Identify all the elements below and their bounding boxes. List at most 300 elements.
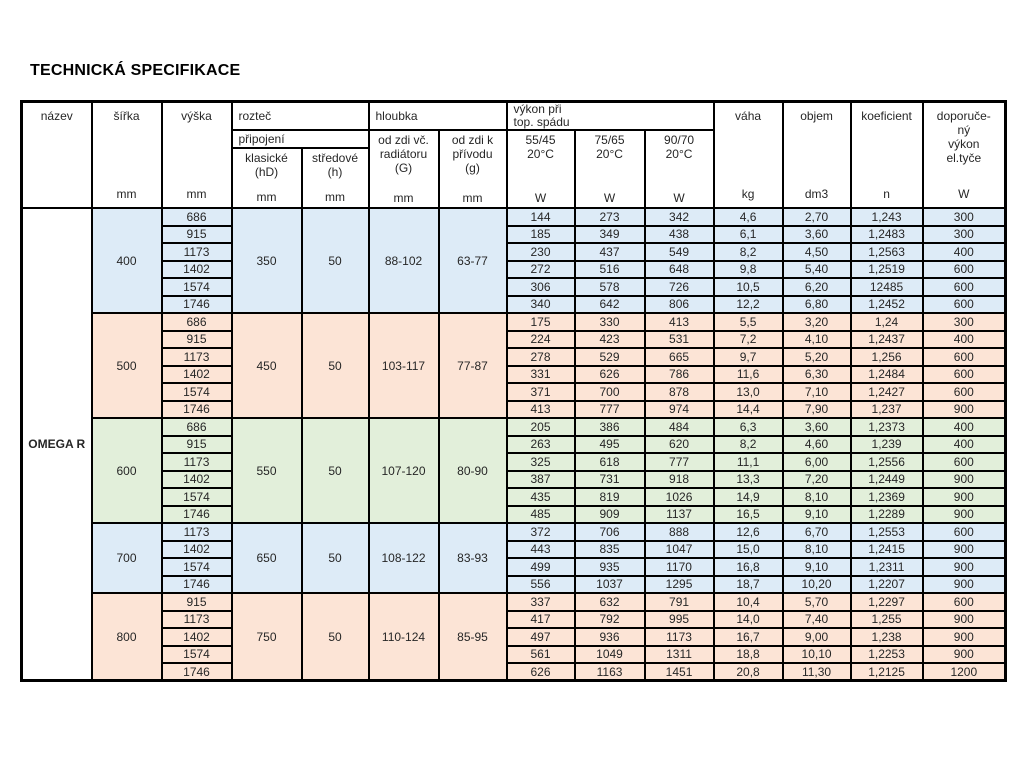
cell-roztec-stredove: 50 — [302, 418, 369, 523]
cell-vykon-5545: 278 — [507, 348, 575, 366]
cell-dopor-vykon: 600 — [923, 348, 1006, 366]
header-temp3-unit: W — [673, 191, 685, 205]
cell-vykon-7565: 935 — [575, 558, 645, 576]
cell-koeficient: 1,2437 — [851, 331, 923, 349]
cell-vyska: 1402 — [162, 261, 232, 279]
header-vyska-unit: mm — [186, 187, 207, 201]
cell-objem: 7,40 — [783, 611, 851, 629]
col-header-roztec: rozteč — [232, 102, 369, 131]
cell-koeficient: 1,2427 — [851, 383, 923, 401]
cell-sirka: 800 — [92, 593, 162, 681]
cell-vaha: 10,4 — [714, 593, 783, 611]
cell-hloubka-g: 103-117 — [369, 313, 439, 418]
cell-objem: 7,20 — [783, 471, 851, 489]
cell-vykon-5545: 413 — [507, 401, 575, 419]
cell-vyska: 1574 — [162, 383, 232, 401]
table-row — [22, 296, 1006, 314]
table-row — [22, 471, 1006, 489]
cell-dopor-vykon: 900 — [923, 488, 1006, 506]
header-koeficient-label: koeficient — [861, 109, 912, 123]
cell-vykon-5545: 372 — [507, 523, 575, 541]
cell-vykon-9070: 531 — [645, 331, 714, 349]
table-row — [22, 558, 1006, 576]
cell-vykon-7565: 437 — [575, 243, 645, 261]
cell-vykon-5545: 144 — [507, 208, 575, 226]
cell-objem: 2,70 — [783, 208, 851, 226]
cell-objem: 9,00 — [783, 628, 851, 646]
cell-vykon-9070: 777 — [645, 453, 714, 471]
table-row — [22, 488, 1006, 506]
cell-objem: 5,20 — [783, 348, 851, 366]
table-row — [22, 611, 1006, 629]
cell-roztec-stredove: 50 — [302, 208, 369, 313]
cell-vaha: 18,7 — [714, 576, 783, 594]
cell-objem: 10,10 — [783, 646, 851, 664]
cell-dopor-vykon: 900 — [923, 576, 1006, 594]
cell-objem: 4,50 — [783, 243, 851, 261]
cell-hloubka-g2: 80-90 — [439, 418, 507, 523]
cell-vykon-7565: 777 — [575, 401, 645, 419]
header-vyska-label: výška — [181, 109, 212, 123]
table-body — [22, 208, 1006, 681]
cell-objem: 5,40 — [783, 261, 851, 279]
cell-sirka: 700 — [92, 523, 162, 593]
cell-sirka: 600 — [92, 418, 162, 523]
cell-vaha: 4,6 — [714, 208, 783, 226]
cell-koeficient: 1,2297 — [851, 593, 923, 611]
cell-vaha: 14,9 — [714, 488, 783, 506]
table-row — [22, 383, 1006, 401]
table-row — [22, 208, 1006, 226]
cell-vyska: 686 — [162, 418, 232, 436]
cell-vykon-9070: 1173 — [645, 628, 714, 646]
table-header — [22, 102, 1006, 209]
cell-vykon-7565: 516 — [575, 261, 645, 279]
table-row — [22, 663, 1006, 681]
col-header-stredove — [302, 148, 369, 208]
cell-vyska: 915 — [162, 436, 232, 454]
cell-dopor-vykon: 900 — [923, 541, 1006, 559]
header-temp2-deg: 20°C — [596, 147, 623, 161]
cell-koeficient: 1,2207 — [851, 576, 923, 594]
cell-vykon-5545: 205 — [507, 418, 575, 436]
spec-table — [20, 100, 1007, 682]
cell-vaha: 9,8 — [714, 261, 783, 279]
header-dopor-line2: ný — [957, 123, 971, 137]
cell-vyska: 1173 — [162, 348, 232, 366]
cell-koeficient: 1,2125 — [851, 663, 923, 681]
cell-vykon-7565: 819 — [575, 488, 645, 506]
cell-vyska: 1746 — [162, 296, 232, 314]
cell-vaha: 15,0 — [714, 541, 783, 559]
cell-koeficient: 1,2369 — [851, 488, 923, 506]
header-g2-line1: od zdi k — [451, 133, 494, 147]
cell-roztec-klasicke: 650 — [232, 523, 302, 593]
col-header-nazev — [22, 102, 92, 209]
cell-koeficient: 1,256 — [851, 348, 923, 366]
cell-koeficient: 1,2563 — [851, 243, 923, 261]
cell-dopor-vykon: 900 — [923, 558, 1006, 576]
cell-vyska: 686 — [162, 313, 232, 331]
cell-dopor-vykon: 400 — [923, 331, 1006, 349]
cell-vyska: 1574 — [162, 278, 232, 296]
cell-vykon-5545: 417 — [507, 611, 575, 629]
col-header-objem — [783, 102, 851, 209]
cell-vykon-7565: 1049 — [575, 646, 645, 664]
cell-koeficient: 1,2519 — [851, 261, 923, 279]
cell-objem: 6,80 — [783, 296, 851, 314]
cell-objem: 6,30 — [783, 366, 851, 384]
header-temp2-unit: W — [603, 191, 616, 205]
col-header-vyska — [162, 102, 232, 209]
cell-roztec-klasicke: 350 — [232, 208, 302, 313]
cell-vykon-5545: 340 — [507, 296, 575, 314]
cell-dopor-vykon: 900 — [923, 611, 1006, 629]
cell-vykon-7565: 632 — [575, 593, 645, 611]
col-header-hloubka-g2 — [439, 130, 507, 208]
table-row — [22, 628, 1006, 646]
cell-vykon-5545: 185 — [507, 226, 575, 244]
cell-vaha: 8,2 — [714, 436, 783, 454]
cell-dopor-vykon: 900 — [923, 471, 1006, 489]
cell-vykon-9070: 1295 — [645, 576, 714, 594]
cell-vykon-5545: 272 — [507, 261, 575, 279]
cell-vykon-9070: 648 — [645, 261, 714, 279]
cell-vykon-9070: 549 — [645, 243, 714, 261]
header-g-unit: mm — [393, 191, 414, 205]
cell-vykon-7565: 706 — [575, 523, 645, 541]
cell-vaha: 8,2 — [714, 243, 783, 261]
cell-objem: 7,90 — [783, 401, 851, 419]
cell-vaha: 16,5 — [714, 506, 783, 524]
cell-vykon-9070: 918 — [645, 471, 714, 489]
header-temp1-deg: 20°C — [527, 147, 554, 161]
cell-hloubka-g: 88-102 — [369, 208, 439, 313]
cell-sirka: 400 — [92, 208, 162, 313]
table-row — [22, 418, 1006, 436]
cell-vaha: 6,3 — [714, 418, 783, 436]
header-g2-sub: (g) — [465, 161, 480, 175]
col-header-sirka — [92, 102, 162, 209]
cell-vyska: 1402 — [162, 541, 232, 559]
table-row — [22, 593, 1006, 611]
cell-vykon-7565: 642 — [575, 296, 645, 314]
cell-vykon-7565: 423 — [575, 331, 645, 349]
cell-vyska: 1746 — [162, 401, 232, 419]
cell-vykon-7565: 386 — [575, 418, 645, 436]
cell-dopor-vykon: 600 — [923, 593, 1006, 611]
cell-objem: 6,20 — [783, 278, 851, 296]
header-objem-unit: dm3 — [804, 187, 829, 201]
cell-vaha: 13,0 — [714, 383, 783, 401]
cell-koeficient: 1,2373 — [851, 418, 923, 436]
table-row — [22, 541, 1006, 559]
cell-vykon-7565: 529 — [575, 348, 645, 366]
header-vaha-label: váha — [735, 109, 762, 123]
cell-objem: 11,30 — [783, 663, 851, 681]
col-header-doporuceny — [923, 102, 1006, 209]
cell-koeficient: 1,2253 — [851, 646, 923, 664]
col-header-vykon — [507, 102, 714, 131]
col-header-temp1 — [507, 130, 575, 208]
cell-vykon-9070: 974 — [645, 401, 714, 419]
cell-koeficient: 1,237 — [851, 401, 923, 419]
cell-koeficient: 1,239 — [851, 436, 923, 454]
cell-vykon-9070: 342 — [645, 208, 714, 226]
cell-objem: 6,70 — [783, 523, 851, 541]
header-g-line1: od zdi vč. — [378, 133, 429, 147]
cell-vykon-9070: 620 — [645, 436, 714, 454]
cell-dopor-vykon: 600 — [923, 261, 1006, 279]
header-klasicke-label: klasické — [245, 151, 288, 165]
cell-objem: 9,10 — [783, 506, 851, 524]
cell-vykon-7565: 578 — [575, 278, 645, 296]
cell-vaha: 11,6 — [714, 366, 783, 384]
header-sirka-label: šířka — [113, 109, 140, 123]
cell-objem: 3,60 — [783, 226, 851, 244]
cell-vyska: 915 — [162, 331, 232, 349]
cell-dopor-vykon: 900 — [923, 646, 1006, 664]
cell-vykon-9070: 888 — [645, 523, 714, 541]
cell-roztec-klasicke: 550 — [232, 418, 302, 523]
cell-vaha: 10,5 — [714, 278, 783, 296]
cell-koeficient: 1,255 — [851, 611, 923, 629]
cell-vaha: 16,7 — [714, 628, 783, 646]
cell-vyska: 1173 — [162, 453, 232, 471]
table-row — [22, 226, 1006, 244]
cell-vykon-7565: 936 — [575, 628, 645, 646]
cell-vyska: 1746 — [162, 576, 232, 594]
cell-objem: 6,00 — [783, 453, 851, 471]
cell-vykon-9070: 1026 — [645, 488, 714, 506]
table-row — [22, 278, 1006, 296]
cell-vykon-5545: 337 — [507, 593, 575, 611]
cell-dopor-vykon: 300 — [923, 208, 1006, 226]
cell-koeficient: 1,2415 — [851, 541, 923, 559]
header-vaha-unit: kg — [741, 187, 755, 201]
cell-dopor-vykon: 400 — [923, 418, 1006, 436]
cell-objem: 4,10 — [783, 331, 851, 349]
cell-vykon-9070: 1047 — [645, 541, 714, 559]
cell-vyska: 1402 — [162, 471, 232, 489]
cell-vykon-7565: 700 — [575, 383, 645, 401]
cell-koeficient: 1,2556 — [851, 453, 923, 471]
header-row-1 — [22, 102, 1006, 131]
cell-vaha: 13,3 — [714, 471, 783, 489]
cell-koeficient: 1,2449 — [851, 471, 923, 489]
cell-vykon-5545: 175 — [507, 313, 575, 331]
cell-objem: 3,20 — [783, 313, 851, 331]
cell-vykon-9070: 438 — [645, 226, 714, 244]
cell-vyska: 1402 — [162, 628, 232, 646]
table-row — [22, 243, 1006, 261]
table-row — [22, 313, 1006, 331]
cell-vykon-9070: 995 — [645, 611, 714, 629]
cell-vykon-5545: 224 — [507, 331, 575, 349]
cell-hloubka-g2: 77-87 — [439, 313, 507, 418]
header-g-sub: (G) — [394, 161, 413, 175]
cell-vykon-7565: 909 — [575, 506, 645, 524]
cell-vaha: 12,6 — [714, 523, 783, 541]
cell-vykon-5545: 371 — [507, 383, 575, 401]
cell-vykon-5545: 263 — [507, 436, 575, 454]
cell-vykon-9070: 806 — [645, 296, 714, 314]
cell-koeficient: 1,2452 — [851, 296, 923, 314]
cell-dopor-vykon: 400 — [923, 243, 1006, 261]
cell-objem: 8,10 — [783, 541, 851, 559]
cell-vyska: 1402 — [162, 366, 232, 384]
cell-dopor-vykon: 900 — [923, 506, 1006, 524]
header-dopor-line3: výkon — [948, 137, 980, 151]
cell-vyska: 1574 — [162, 558, 232, 576]
cell-vykon-5545: 306 — [507, 278, 575, 296]
table-row — [22, 436, 1006, 454]
cell-vykon-9070: 1311 — [645, 646, 714, 664]
col-header-hloubka: hloubka — [369, 102, 507, 131]
cell-dopor-vykon: 600 — [923, 366, 1006, 384]
cell-nazev: OMEGA R — [22, 208, 92, 681]
col-header-pripojeni: připojení — [232, 130, 369, 148]
header-temp1-label: 55/45 — [525, 133, 556, 147]
cell-vaha: 20,8 — [714, 663, 783, 681]
cell-roztec-stredove: 50 — [302, 313, 369, 418]
header-vykon-line2: top. spádu — [513, 115, 570, 129]
cell-vykon-5545: 556 — [507, 576, 575, 594]
cell-vaha: 11,1 — [714, 453, 783, 471]
header-temp2-label: 75/65 — [594, 133, 625, 147]
cell-vaha: 14,4 — [714, 401, 783, 419]
cell-vykon-7565: 626 — [575, 366, 645, 384]
cell-hloubka-g2: 63-77 — [439, 208, 507, 313]
cell-sirka: 500 — [92, 313, 162, 418]
cell-koeficient: 1,2484 — [851, 366, 923, 384]
header-klasicke-unit: mm — [256, 190, 277, 204]
cell-vyska: 915 — [162, 226, 232, 244]
cell-vaha: 6,1 — [714, 226, 783, 244]
cell-vyska: 915 — [162, 593, 232, 611]
cell-vykon-5545: 325 — [507, 453, 575, 471]
col-header-temp3 — [645, 130, 714, 208]
cell-vykon-7565: 792 — [575, 611, 645, 629]
table-row — [22, 453, 1006, 471]
header-stredove-sub: (h) — [327, 165, 343, 179]
cell-vykon-9070: 786 — [645, 366, 714, 384]
header-stredove-label: středové — [311, 151, 359, 165]
cell-dopor-vykon: 900 — [923, 628, 1006, 646]
cell-roztec-klasicke: 450 — [232, 313, 302, 418]
cell-vykon-5545: 499 — [507, 558, 575, 576]
col-header-hloubka-g — [369, 130, 439, 208]
col-header-temp2 — [575, 130, 645, 208]
cell-dopor-vykon: 600 — [923, 296, 1006, 314]
cell-vyska: 1173 — [162, 611, 232, 629]
cell-vyska: 1746 — [162, 506, 232, 524]
col-header-koeficient — [851, 102, 923, 209]
cell-koeficient: 1,238 — [851, 628, 923, 646]
cell-roztec-stredove: 50 — [302, 523, 369, 593]
cell-dopor-vykon: 400 — [923, 436, 1006, 454]
table-row — [22, 261, 1006, 279]
cell-vykon-9070: 1137 — [645, 506, 714, 524]
cell-dopor-vykon: 1200 — [923, 663, 1006, 681]
cell-vykon-7565: 1037 — [575, 576, 645, 594]
cell-vykon-7565: 273 — [575, 208, 645, 226]
cell-vykon-7565: 731 — [575, 471, 645, 489]
cell-vykon-5545: 435 — [507, 488, 575, 506]
cell-koeficient: 1,2553 — [851, 523, 923, 541]
cell-vaha: 5,5 — [714, 313, 783, 331]
header-temp3-label: 90/70 — [664, 133, 695, 147]
cell-dopor-vykon: 600 — [923, 278, 1006, 296]
cell-vaha: 9,7 — [714, 348, 783, 366]
cell-vaha: 18,8 — [714, 646, 783, 664]
cell-hloubka-g: 108-122 — [369, 523, 439, 593]
header-temp3-deg: 20°C — [665, 147, 693, 161]
col-header-klasicke — [232, 148, 302, 208]
cell-dopor-vykon: 600 — [923, 383, 1006, 401]
header-klasicke-sub: (hD) — [254, 165, 279, 179]
cell-vykon-5545: 443 — [507, 541, 575, 559]
table-row — [22, 401, 1006, 419]
header-sirka-unit: mm — [116, 187, 137, 201]
cell-objem: 8,10 — [783, 488, 851, 506]
header-g-line2: radiátoru — [379, 147, 428, 161]
cell-vykon-9070: 484 — [645, 418, 714, 436]
cell-vykon-9070: 791 — [645, 593, 714, 611]
header-nazev-label: název — [40, 109, 73, 123]
table-row — [22, 576, 1006, 594]
header-dopor-line1: doporuče- — [936, 109, 991, 123]
cell-objem: 3,60 — [783, 418, 851, 436]
cell-vykon-7565: 618 — [575, 453, 645, 471]
cell-vyska: 1746 — [162, 663, 232, 681]
cell-vyska: 686 — [162, 208, 232, 226]
cell-vykon-7565: 495 — [575, 436, 645, 454]
cell-objem: 4,60 — [783, 436, 851, 454]
table-row — [22, 523, 1006, 541]
cell-hloubka-g2: 83-93 — [439, 523, 507, 593]
cell-vykon-9070: 726 — [645, 278, 714, 296]
cell-roztec-klasicke: 750 — [232, 593, 302, 681]
cell-hloubka-g: 110-124 — [369, 593, 439, 681]
header-vykon-line1: výkon při — [513, 102, 562, 116]
cell-hloubka-g: 107-120 — [369, 418, 439, 523]
cell-hloubka-g2: 85-95 — [439, 593, 507, 681]
header-objem-label: objem — [800, 109, 833, 123]
cell-dopor-vykon: 300 — [923, 226, 1006, 244]
cell-vykon-5545: 387 — [507, 471, 575, 489]
cell-dopor-vykon: 900 — [923, 401, 1006, 419]
cell-vykon-5545: 561 — [507, 646, 575, 664]
cell-vyska: 1574 — [162, 488, 232, 506]
cell-vykon-9070: 1170 — [645, 558, 714, 576]
cell-vykon-9070: 878 — [645, 383, 714, 401]
header-stredove-unit: mm — [325, 190, 345, 204]
cell-vyska: 1574 — [162, 646, 232, 664]
table-row — [22, 646, 1006, 664]
cell-vaha: 12,2 — [714, 296, 783, 314]
table-row — [22, 331, 1006, 349]
cell-koeficient: 12485 — [851, 278, 923, 296]
header-temp1-unit: W — [534, 191, 547, 205]
cell-objem: 9,10 — [783, 558, 851, 576]
cell-dopor-vykon: 300 — [923, 313, 1006, 331]
cell-vyska: 1173 — [162, 243, 232, 261]
cell-vaha: 16,8 — [714, 558, 783, 576]
header-dopor-unit: W — [958, 187, 970, 201]
header-koeficient-unit: n — [883, 187, 890, 201]
table-row — [22, 506, 1006, 524]
